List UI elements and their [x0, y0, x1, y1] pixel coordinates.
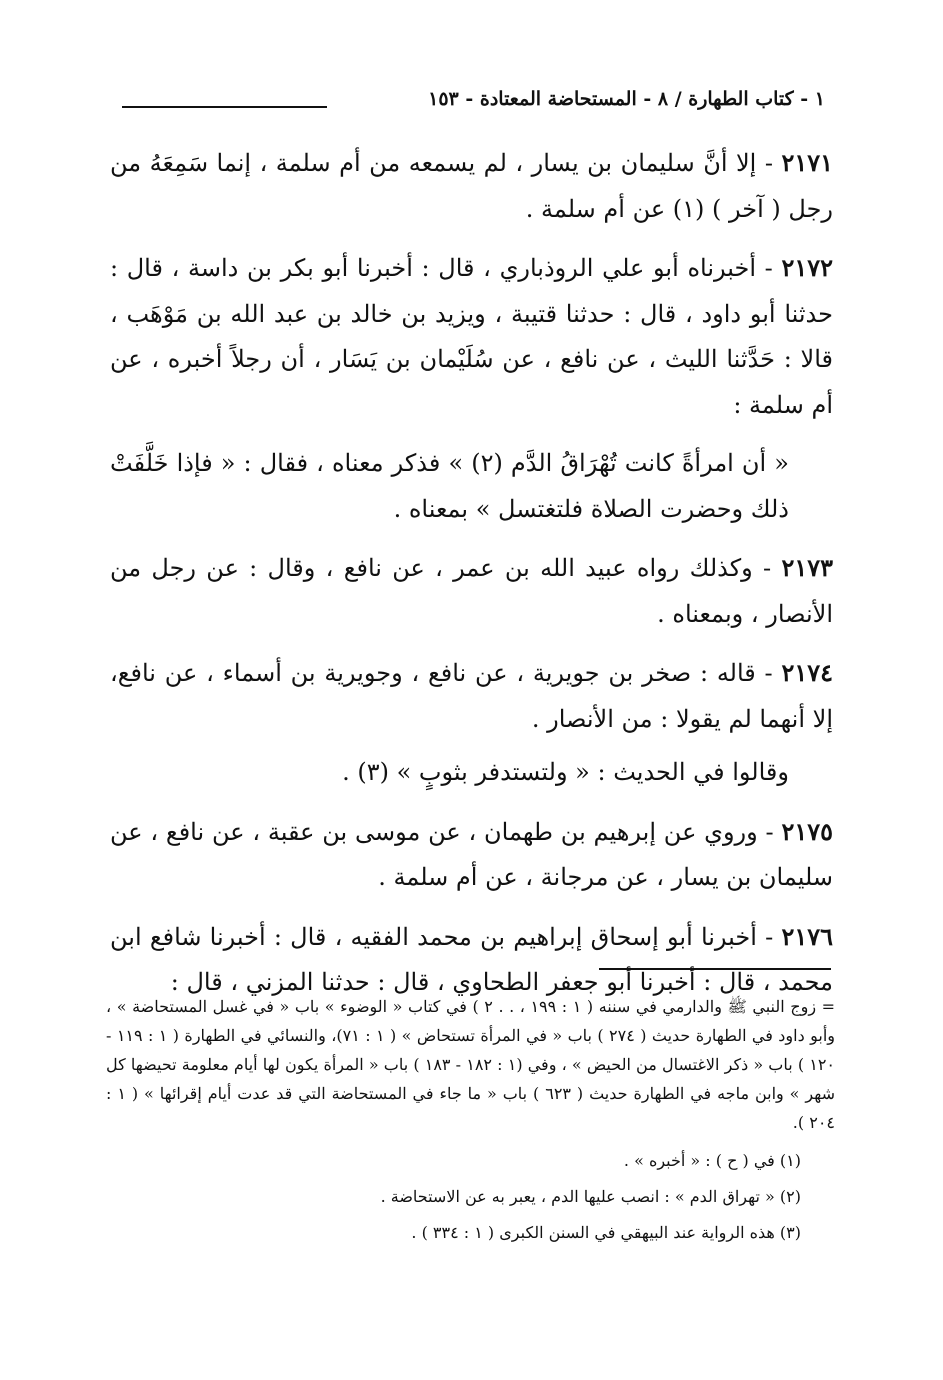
hadith-paragraph — [110, 545, 833, 637]
hadith-paragraph — [110, 650, 833, 742]
hadith-paragraph — [110, 245, 833, 428]
footnote-item: (٣) هذه الرواية عند البيهقي في السنن الكبرى ( ١ : ٣٣٤ ) . — [411, 1223, 801, 1242]
hadith-number: ٢١٧١ — [781, 148, 833, 177]
hadith-text: « أن امرأةً كانت تُهْرَاقُ الدَّم (٢) » فذكر معناه ، فقال : « فإذا خَلَّفَتْ ذلك وحضرت الصلاة فلتغتسل » بمعناه . — [110, 449, 789, 523]
main-text — [110, 140, 833, 1019]
hadith-quote — [110, 750, 833, 796]
hadith-number: ٢١٧٥ — [781, 816, 833, 846]
hadith-number: ٢١٧٢ — [781, 253, 833, 282]
hadith-number: ٢١٧٦ — [781, 921, 833, 951]
hadith-number: ٢١٧٤ — [781, 658, 833, 687]
hadith-text: - قاله : صخر بن جويرية ، عن نافع ، وجويرية بن أسماء ، عن نافع، إلا أنهما لم يقولا : من الأنصار . — [110, 659, 833, 733]
hadith-text: وقالوا في الحديث : « ولتستدفر بثوبٍ » (٣) . — [342, 758, 789, 786]
footnote-item: (١) في ( ح ) : « أخبره » . — [623, 1151, 801, 1170]
footnote-rule — [599, 968, 831, 970]
hadith-quote — [110, 441, 833, 532]
hadith-paragraph — [110, 809, 833, 901]
hadith-text: - وكذلك رواه عبيد الله بن عمر ، عن نافع ، وقال : عن رجل من الأنصار ، وبمعناه . — [110, 554, 833, 628]
page-header — [110, 84, 833, 124]
hadith-text: - وروي عن إبرهيم بن طهمان ، عن موسى بن عقبة ، عن نافع ، عن سليمان بن يسار ، عن مرجانة ، عن أم سلمة . — [110, 817, 833, 891]
footnotes — [106, 992, 835, 1251]
hadith-text: - أخبرنا أبو إسحاق إبراهيم بن محمد الفقيه ، قال : أخبرنا شافع ابن محمد ، قال : أخبرنا أبو جعفر الطحاوي ، قال : حدثنا المزني ، قال : — [110, 922, 833, 996]
footnote-item: (٢) « تهراق الدم » : انصب عليها الدم ، يعبر به عن الاستحاضة . — [380, 1187, 801, 1206]
hadith-number: ٢١٧٣ — [781, 553, 833, 582]
hadith-text: - إلا أنَّ سليمان بن يسار ، لم يسمعه من أم سلمة ، إنما سَمِعَهُ من رجل ( آخر ) (١) عن أم سلمة . — [110, 149, 833, 223]
header-rule — [122, 106, 327, 108]
footnote-continuation: = زوج النبي ﷺ والدارمي في سننه ( ١ : ١٩٩ ، . . ٢ ) في كتاب « الوضوء » باب « في غسل المستحاضة » ، وأبو داود في الطهارة حديث ( ٢٧٤ ) باب « في المرأة تستحاض » ( ١ : ٧١)، والنسائي في الطهارة ( ١ : ١١٩ - ١٢٠ ) باب « ذكر الاغتسال من الحيض » ، وفي (١ : ١٨٢ - ١٨٣ ) باب « المرأة يكون لها أيام معلومة تحيضها كل شهر » وابن ماجه في الطهارة حديث ( ٦٢٣ ) باب « ما جاء في المستحاضة التي قد عدت أيام إقرائها » ( ١ : ٢٠٤ ). — [106, 997, 836, 1132]
hadith-paragraph — [110, 140, 833, 232]
running-title: ١ - كتاب الطهارة / ٨ - المستحاضة المعتادة - ١٥٣ — [428, 88, 825, 110]
hadith-text: - أخبرناه أبو علي الروذباري ، قال : أخبرنا أبو بكر بن داسة ، قال : حدثنا أبو داود ، قال : حدثنا قتيبة ، ويزيد بن خالد بن عبد الله بن مَوْهَب ، قالا : حَدَّثنا الليث ، عن نافع ، عن سُلَيْمان بن يَسَار ، أن رجلاً أخبره ، عن أم سلمة : — [110, 254, 833, 419]
